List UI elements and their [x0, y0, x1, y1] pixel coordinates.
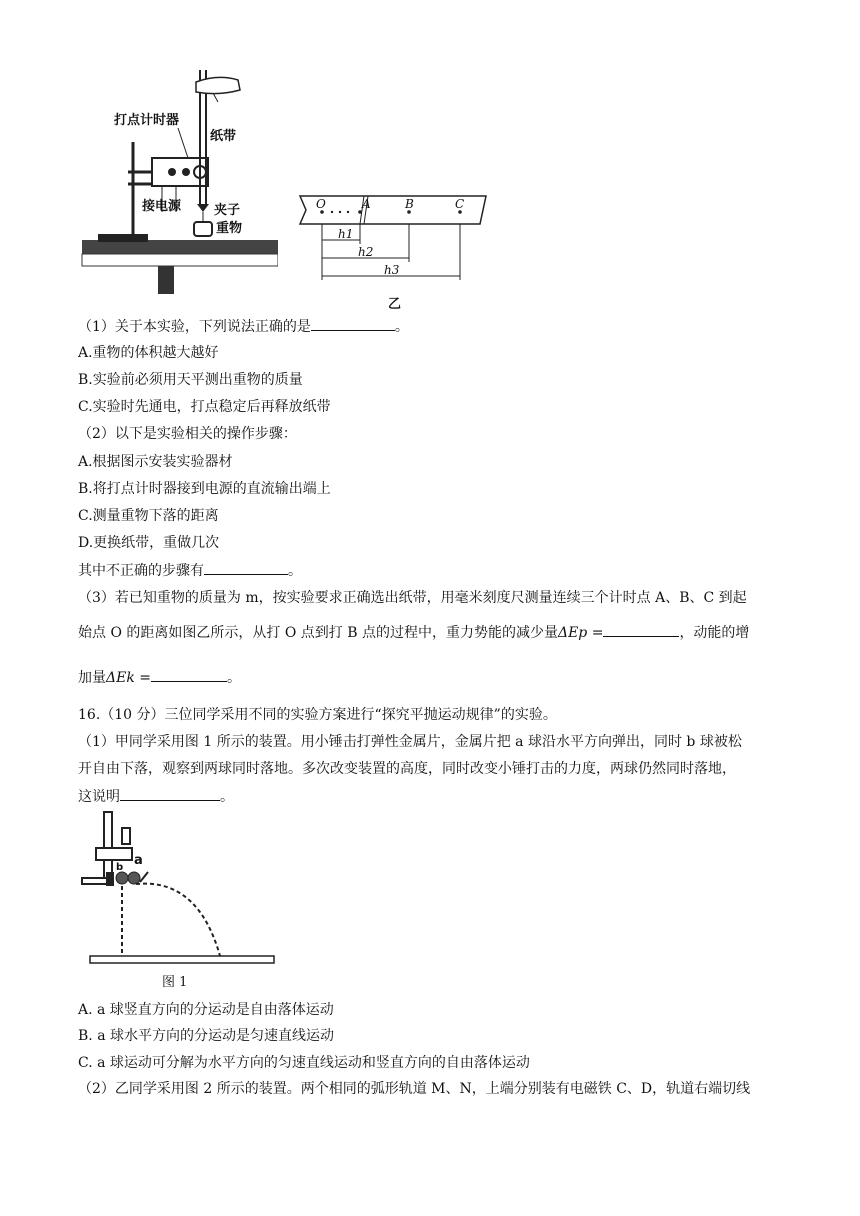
option-line: A. a 球竖直方向的分运动是自由落体运动 [78, 1002, 334, 1018]
point-A: A [362, 197, 371, 211]
point-O: O [316, 197, 326, 211]
point-C: C [455, 197, 465, 211]
figure-jia-apparatus [78, 62, 278, 314]
table-leg [158, 266, 174, 294]
ball-a [128, 872, 140, 884]
q16-p1-line1: （1）甲同学采用图 1 所示的装置。用小锤击打弹性金属片，金属片把 a 球沿水平方向弹出，同时 b 球被松 [78, 734, 742, 750]
answer-blank[interactable] [204, 560, 288, 575]
hand-icon [196, 77, 240, 93]
formula-ep: ΔEp = [557, 625, 604, 641]
figure-1-apparatus [78, 808, 278, 992]
label-tape: 纸带 [210, 129, 237, 144]
option-line: B. a 球水平方向的分运动是匀速直线运动 [78, 1028, 334, 1044]
option-line: A.根据图示安装实验器材 [78, 454, 233, 470]
answer-blank[interactable] [603, 622, 679, 637]
option-line: C.测量重物下落的距离 [78, 508, 219, 524]
answer-blank[interactable] [120, 786, 220, 801]
label-power: 接电源 [142, 199, 182, 214]
option-line: A.重物的体积越大越好 [78, 345, 219, 361]
dist-h2: h2 [358, 245, 374, 259]
ground-plate [90, 956, 274, 963]
q16-p1-line3: 这说明 。 [78, 786, 234, 807]
ball-b [116, 872, 128, 884]
q15-p2-stem: （2）以下是实验相关的操作步骤： [78, 426, 297, 442]
q15-p1-stem: （1）关于本实验，下列说法正确的是 。 [78, 316, 409, 337]
caption-fig1: 图 1 [162, 975, 188, 990]
q15-p2-ask: 其中不正确的步骤有 。 [78, 560, 302, 581]
weight-icon [194, 222, 212, 236]
caption-yi: 乙 [388, 297, 402, 312]
q16-title: 16.（10 分）三位同学采用不同的实验方案进行“探究平抛运动规律”的实验。 [78, 707, 557, 723]
option-line: C.实验时先通电，打点稳定后再释放纸带 [78, 399, 331, 415]
q15-p3-line2: 始点 O 的距离如图乙所示，从打 O 点到打 B 点的过程中，重力势能的减少量ΔEp = ，动能的增 [78, 622, 749, 643]
answer-blank[interactable] [151, 667, 227, 682]
q15-p3-line3: 加量ΔEk = 。 [78, 667, 241, 688]
dist-h3: h3 [384, 263, 400, 277]
label-clip: 夹子 [214, 203, 241, 218]
option-line: B.将打点计时器接到电源的直流输出端上 [78, 481, 331, 497]
label-timer: 打点计时器 [114, 113, 180, 128]
label-weight: 重物 [216, 221, 243, 236]
formula-ek: ΔEk = [106, 670, 151, 686]
answer-blank[interactable] [311, 316, 395, 331]
label-a: a [134, 853, 143, 868]
option-line: C. a 球运动可分解为水平方向的匀速直线运动和竖直方向的自由落体运动 [78, 1055, 530, 1071]
option-line: B.实验前必须用天平测出重物的质量 [78, 372, 303, 388]
label-b: b [116, 862, 124, 873]
point-B: B [405, 197, 414, 211]
q15-p3-line1: （3）若已知重物的质量为 m，按实验要求正确选出纸带，用毫米刻度尺测量连续三个计时点 A、B、C 到起 [78, 590, 747, 606]
option-line: D.更换纸带，重做几次 [78, 535, 220, 551]
q16-p2-line1: （2）乙同学采用图 2 所示的装置。两个相同的弧形轨道 M、N，上端分别装有电磁铁 C、D，轨道右端切线 [78, 1081, 751, 1097]
figure-yi-tape [296, 188, 492, 312]
table-top [82, 240, 278, 254]
dist-h1: h1 [338, 227, 354, 241]
q16-p1-line2: 开自由下落，观察到两球同时落地。多次改变装置的高度，同时改变小锤打击的力度，两球仍然同时落地， [78, 761, 736, 777]
